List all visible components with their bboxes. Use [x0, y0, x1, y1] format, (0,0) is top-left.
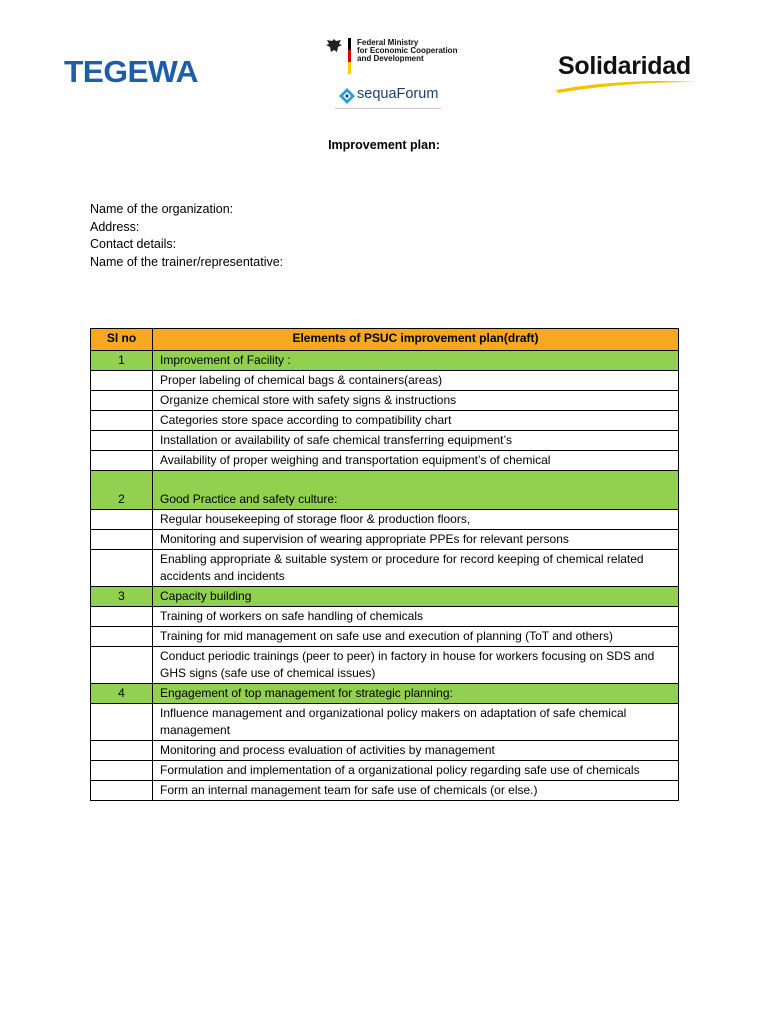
table-row	[91, 741, 679, 761]
plan-item: Training for mid management on safe use and execution of planning (ToT and others)	[153, 627, 679, 647]
table-row	[91, 704, 679, 741]
table-row	[91, 530, 679, 550]
table-row	[91, 411, 679, 431]
plan-item: Influence management and organizational policy makers on adaptation of safe chemical management	[153, 704, 679, 741]
eagle-icon	[324, 38, 344, 54]
table-row	[91, 647, 679, 684]
table-row	[91, 550, 679, 587]
table-header-row	[91, 329, 679, 351]
table-row	[91, 391, 679, 411]
section-row	[91, 351, 679, 371]
plan-item: Monitoring and supervision of wearing appropriate PPEs for relevant persons	[153, 530, 679, 550]
sequa-suffix: Forum	[396, 86, 439, 102]
org-address-label: Address:	[90, 219, 140, 234]
section-number: 3	[91, 587, 153, 607]
ministry-line-3: and Development	[357, 54, 424, 63]
plan-item: Form an internal management team for safe use of chemicals (or else.)	[153, 781, 679, 801]
section-number: 1	[91, 351, 153, 371]
plan-item: Installation or availability of safe chemical transferring equipment’s	[153, 431, 679, 451]
plan-item: Regular housekeeping of storage floor & production floors,	[153, 510, 679, 530]
plan-item: Proper labeling of chemical bags & containers(areas)	[153, 371, 679, 391]
table-row	[91, 607, 679, 627]
sequa-forum-logo	[335, 84, 441, 109]
plan-item: Formulation and implementation of a organizational policy regarding safe use of chemicals	[153, 761, 679, 781]
ministry-line-2: for Economic Cooperation	[357, 46, 458, 55]
section-number: 2	[91, 471, 153, 510]
plan-item: Conduct periodic trainings (peer to peer) in factory in house for workers focusing on SDS and GHS signs (safe use of chemical issues)	[153, 647, 679, 684]
section-title: Engagement of top management for strategic planning:	[153, 684, 679, 704]
sequa-diamond-icon	[339, 88, 355, 104]
german-flag-icon	[348, 38, 351, 74]
section-title: Capacity building	[153, 587, 679, 607]
table-row	[91, 371, 679, 391]
org-contact-label: Contact details:	[90, 237, 177, 251]
plan-item: Availability of proper weighing and transportation equipment’s of chemical	[153, 451, 679, 471]
plan-item: Monitoring and process evaluation of activities by management	[153, 741, 679, 761]
bmz-logo	[324, 36, 484, 76]
header-elements: Elements of PSUC improvement plan(draft)	[153, 329, 679, 351]
plan-item: Categories store space according to compatibility chart	[153, 411, 679, 431]
plan-item: Enabling appropriate & suitable system or procedure for record keeping of chemical related accidents and incidents	[153, 550, 679, 587]
ministry-line-1: Federal Ministry	[357, 38, 419, 47]
plan-item: Organize chemical store with safety signs & instructions	[153, 391, 679, 411]
table-row	[91, 761, 679, 781]
header-sl-no: Sl no	[91, 329, 153, 351]
table-row	[91, 451, 679, 471]
section-row	[91, 471, 679, 510]
tegewa-logo: TEGEWA	[64, 54, 198, 89]
org-trainer-label: Name of the trainer/representative:	[90, 254, 284, 269]
solidaridad-swoosh-icon	[552, 76, 702, 96]
table-row	[91, 431, 679, 451]
solidaridad-logo: Solidaridad	[558, 52, 691, 80]
table-row	[91, 627, 679, 647]
document-title: Improvement plan:	[328, 138, 440, 152]
organization-fields	[90, 201, 283, 271]
improvement-plan-table	[90, 328, 679, 801]
org-name-label: Name of the organization:	[90, 202, 234, 216]
section-row	[91, 587, 679, 607]
section-title: Good Practice and safety culture:	[153, 471, 679, 510]
section-row	[91, 684, 679, 704]
plan-item: Training of workers on safe handling of chemicals	[153, 607, 679, 627]
table-row	[91, 781, 679, 801]
sequa-prefix: sequa	[357, 86, 397, 102]
section-title: Improvement of Facility :	[153, 351, 679, 371]
table-row	[91, 510, 679, 530]
section-number: 4	[91, 684, 153, 704]
